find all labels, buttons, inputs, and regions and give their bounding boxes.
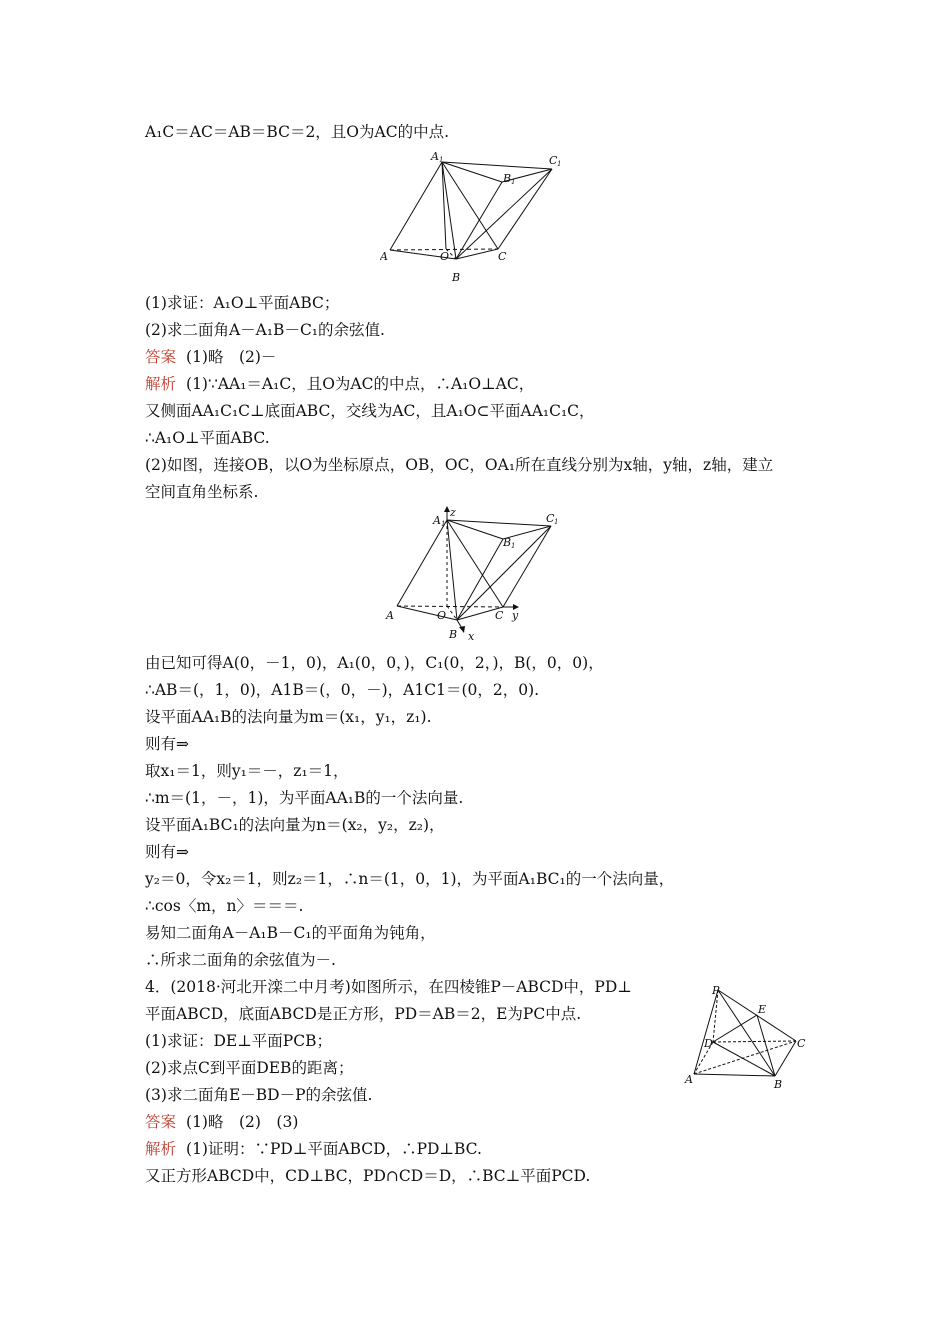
text-line: 则有⇒ [145, 843, 189, 861]
text-line: ∴所求二面角的余弦值为－. [145, 951, 336, 969]
label-A1-sub: 1 [441, 520, 446, 528]
text-line: ∴m＝(1，－，1)，为平面AA₁B的一个法向量. [145, 789, 464, 807]
problem-4-statement: 4．(2018·河北开滦二中月考)如图所示，在四棱锥P－ABCD中，PD⊥ [145, 978, 632, 996]
label-A: A [380, 250, 388, 263]
text-line: 则有⇒ [145, 735, 189, 753]
label-A1: A [433, 514, 441, 527]
pyramid-figure [680, 985, 810, 1093]
label-B1-sub: 1 [511, 542, 516, 550]
label-C1: C [546, 512, 555, 525]
text-line: 由已知可得A(0，－1，0)，A₁(0，0，)，C₁(0，2，)，B(，0，0)， [145, 654, 604, 672]
label-A: A [386, 609, 394, 622]
label-B1: B [503, 536, 512, 549]
label-B1: B [503, 172, 512, 185]
label-C1-sub: 1 [554, 518, 559, 526]
label-A1-sub: 1 [439, 156, 444, 164]
question-1: (1)求证：A₁O⊥平面ABC； [145, 294, 340, 312]
analysis-tag: 解析 [145, 1140, 177, 1158]
prism-axes-figure [385, 506, 575, 644]
text-line: ∴A₁O⊥平面ABC. [145, 429, 270, 447]
label-A: A [685, 1073, 693, 1086]
answer-text: (1)略 (2) (3) [186, 1113, 299, 1131]
answer-line [145, 1111, 810, 1133]
prism-figure [380, 148, 570, 286]
label-A1: A [431, 150, 439, 163]
analysis-tag: 解析 [145, 375, 177, 393]
label-B: B [774, 1078, 783, 1091]
label-z-axis: z [450, 506, 456, 519]
answer-tag: 答案 [145, 348, 177, 366]
label-O: O [437, 609, 447, 622]
text-line: 又侧面AA₁C₁C⊥底面ABC，交线为AC，且A₁O⊂平面AA₁C₁C， [145, 402, 595, 420]
question-2: (2)求二面角A－A₁B－C₁的余弦值. [145, 321, 385, 339]
label-O: O [440, 250, 450, 263]
text-line: 空间直角坐标系. [145, 483, 259, 501]
question-2: (2)求点C到平面DEB的距离； [145, 1059, 354, 1077]
question-1: (1)求证：DE⊥平面PCB； [145, 1032, 332, 1050]
text-line: 设平面AA₁B的法向量为m＝(x₁，y₁，z₁). [145, 708, 432, 726]
answer-text: (1)略 (2)－ [186, 348, 277, 366]
label-E: E [758, 1003, 767, 1016]
label-C1-sub: 1 [557, 160, 562, 168]
text-line: 又正方形ABCD中，CD⊥BC，PD∩CD＝D，∴BC⊥平面PCD. [145, 1167, 591, 1185]
label-C: C [498, 250, 507, 263]
label-P: P [712, 985, 720, 997]
label-B1-sub: 1 [511, 178, 516, 186]
text-line: 取x₁＝1，则y₁＝－，z₁＝1， [145, 762, 349, 780]
analysis-line [145, 373, 810, 395]
label-D: D [704, 1037, 713, 1050]
problem-4-condition: 平面ABCD，底面ABCD是正方形，PD＝AB＝2，E为PC中点. [145, 1005, 582, 1023]
label-B: B [449, 628, 458, 641]
answer-line [145, 346, 810, 368]
label-B: B [452, 271, 461, 284]
label-C: C [797, 1037, 806, 1050]
text-line: ∴AB＝(，1，0)，A1B＝(，0，－)，A1C1＝(0，2，0). [145, 681, 540, 699]
analysis-text: (1)证明：∵PD⊥平面ABCD，∴PD⊥BC. [186, 1140, 482, 1158]
question-3: (3)求二面角E－BD－P的余弦值. [145, 1086, 373, 1104]
text-line: y₂＝0，令x₂＝1，则z₂＝1，∴n＝(1，0，1)，为平面A₁BC₁的一个法向量， [145, 870, 675, 888]
label-y-axis: y [512, 609, 519, 622]
problem-condition: A₁C＝AC＝AB＝BC＝2，且O为AC的中点. [145, 123, 449, 141]
analysis-line [145, 1138, 810, 1160]
text-line: ∴cos〈m，n〉＝＝＝. [145, 897, 304, 915]
text-line: 设平面A₁BC₁的法向量为n＝(x₂，y₂，z₂)， [145, 816, 445, 834]
text-line: 易知二面角A－A₁B－C₁的平面角为钝角， [145, 924, 436, 942]
analysis-text: (1)∵AA₁＝A₁C，且O为AC的中点，∴A₁O⊥AC， [186, 375, 535, 393]
label-x-axis: x [468, 630, 475, 643]
text-line: (2)如图，连接OB，以O为坐标原点，OB，OC，OA₁所在直线分别为x轴，y轴，z轴，建立 [145, 456, 774, 474]
label-C: C [495, 609, 504, 622]
label-C1: C [549, 154, 558, 167]
answer-tag: 答案 [145, 1113, 177, 1131]
